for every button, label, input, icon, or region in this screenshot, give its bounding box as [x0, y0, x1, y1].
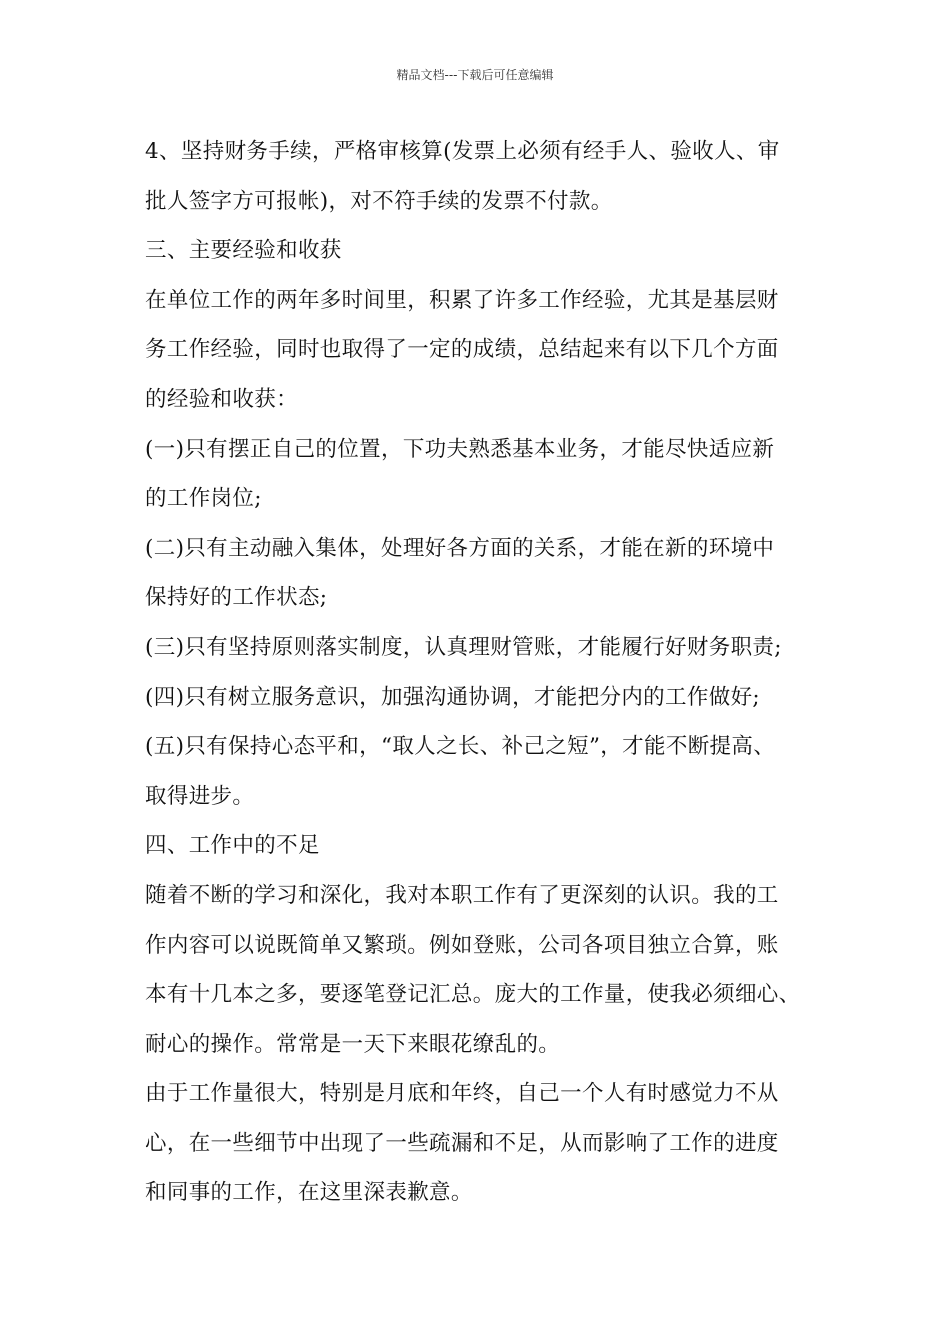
- text-line: 保持好的工作状态;: [145, 585, 328, 611]
- text-line: 由于工作量很大，特别是月底和年终，自己一个人有时感觉力不从: [145, 1081, 779, 1107]
- text-line: 本有十几本之多，要逐笔登记汇总。庞大的工作量，使我必须细心、: [145, 982, 801, 1008]
- text-line: 的经验和收获：: [145, 386, 298, 412]
- text-line: 耐心的操作。常常是一天下来眼花缭乱的。: [145, 1031, 561, 1057]
- text-line: (五)只有保持心态平和，“取人之长、补己之短”，才能不断提高、: [145, 734, 776, 760]
- text-line: (四)只有树立服务意识，加强沟通协调，才能把分内的工作做好;: [145, 684, 761, 710]
- text-line: (三)只有坚持原则落实制度，认真理财管账，才能履行好财务职责;: [145, 634, 782, 660]
- section-heading: 四、工作中的不足: [145, 833, 320, 859]
- text-line: 心，在一些细节中出现了一些疏漏和不足，从而影响了工作的进度: [145, 1130, 779, 1156]
- text-line: 的工作岗位;: [145, 486, 262, 512]
- text-line: 4、坚持财务手续，严格审核算(发票上必须有经手人、验收人、审: [145, 139, 780, 164]
- text-line: 取得进步。: [145, 783, 255, 809]
- text-line: 随着不断的学习和深化，我对本职工作有了更深刻的认识。我的工: [145, 882, 779, 908]
- text-line: 批人签字方可报帐)，对不符手续的发票不付款。: [145, 188, 613, 214]
- text-line: 作内容可以说既简单又繁琐。例如登账，公司各项目独立合算，账: [145, 932, 779, 958]
- document-body: [145, 134, 825, 1225]
- text-line: 和同事的工作，在这里深表歉意。: [145, 1180, 473, 1206]
- text-line: (一)只有摆正自己的位置，下功夫熟悉基本业务，才能尽快适应新: [145, 436, 775, 462]
- page-header: 精品文档---下载后可任意编辑: [396, 68, 554, 82]
- text-line: 务工作经验，同时也取得了一定的成绩，总结起来有以下几个方面: [145, 337, 779, 363]
- text-line: (二)只有主动融入集体，处理好各方面的关系，才能在新的环境中: [145, 535, 775, 561]
- section-heading: 三、主要经验和收获: [145, 238, 342, 264]
- text-line: 在单位工作的两年多时间里，积累了许多工作经验，尤其是基层财: [145, 287, 779, 313]
